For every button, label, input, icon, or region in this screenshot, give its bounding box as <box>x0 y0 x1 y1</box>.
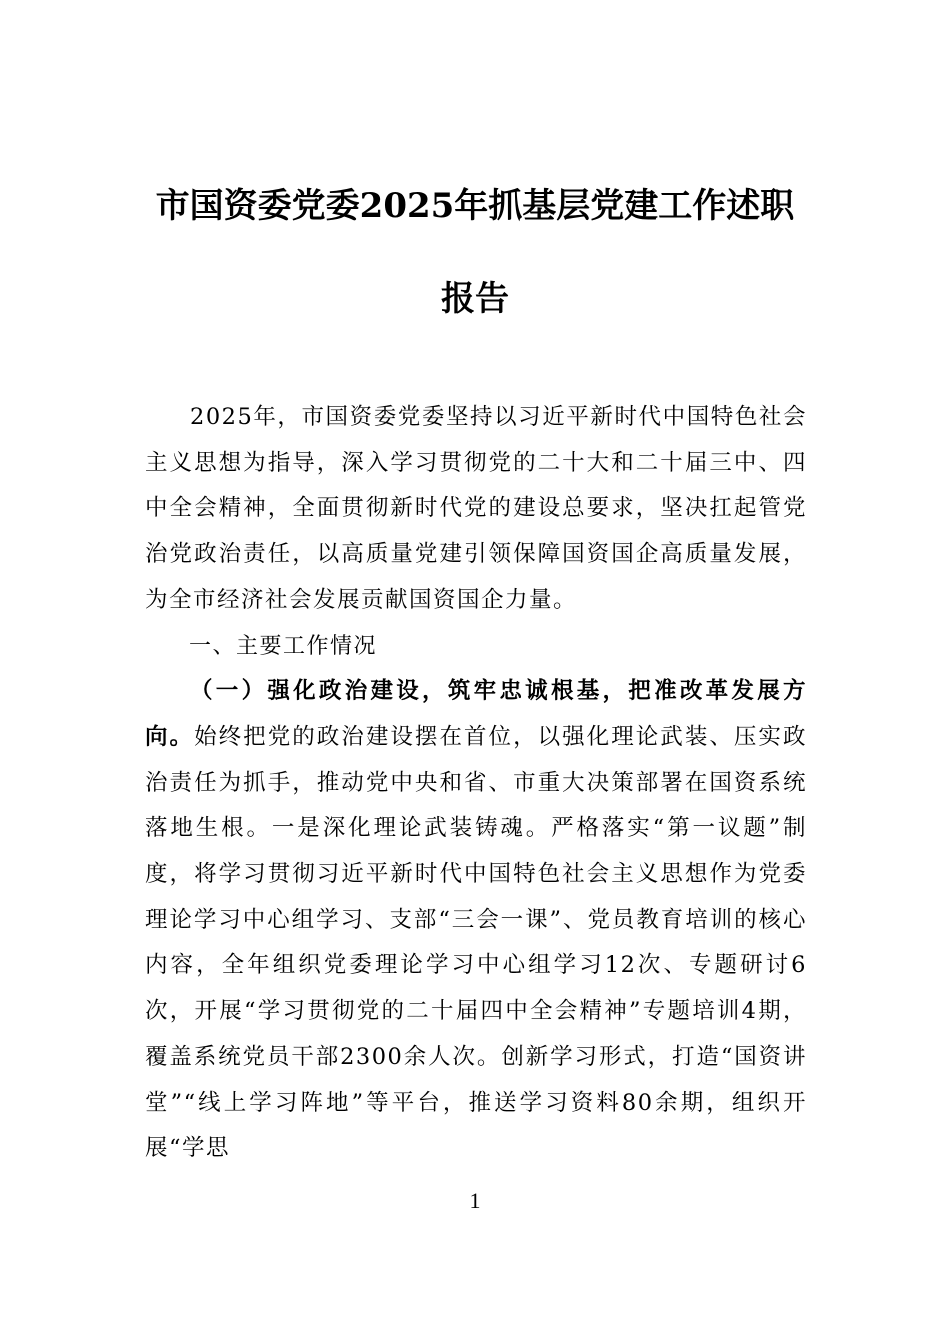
section-heading: 一、主要工作情况 <box>189 633 378 659</box>
subsection-paragraph <box>145 669 807 1172</box>
intro-paragraph: 2025年，市国资委党委坚持以习近平新时代中国特色社会主义思想为指导，深入学习贯彻党的二十大和二十届三中、四中全会精神，全面贯彻新时代党的建设总要求，坚决扛起管党治党政治责任，以高质量党建引领保障国资国企高质量发展，为全市经济社会发展贡献国资国企力量。 <box>145 404 807 613</box>
document-title: 市国资委党委2025年抓基层党建工作述职报告 <box>155 186 795 319</box>
document-body <box>145 395 807 1172</box>
page-number: 1 <box>469 1188 481 1213</box>
subsection-body: 始终把党的政治建设摆在首位，以强化理论武装、压实政治责任为抓手，推动党中央和省、市重大决策部署在国资系统落地生根。一是深化理论武装铸魂。严格落实“第一议题”制度，将学习贯彻习近平新时代中国特色社会主义思想作为党委理论学习中心组学习、支部“三会一课”、党员教育培训的核心内容，全年组织党委理论学习中心组学习12次、专题研讨6次，开展“学习贯彻党的二十届四中全会精神”专题培训4期，覆盖系统党员干部2300余人次。创新学习形式，打造“国资讲堂”“线上学习阵地”等平台，推送学习资料80余期，组织开展“学思 <box>145 723 807 1162</box>
subsection-title: （一）强化政治建设，筑牢忠诚根基，把准改革发展方向。 <box>145 678 807 750</box>
